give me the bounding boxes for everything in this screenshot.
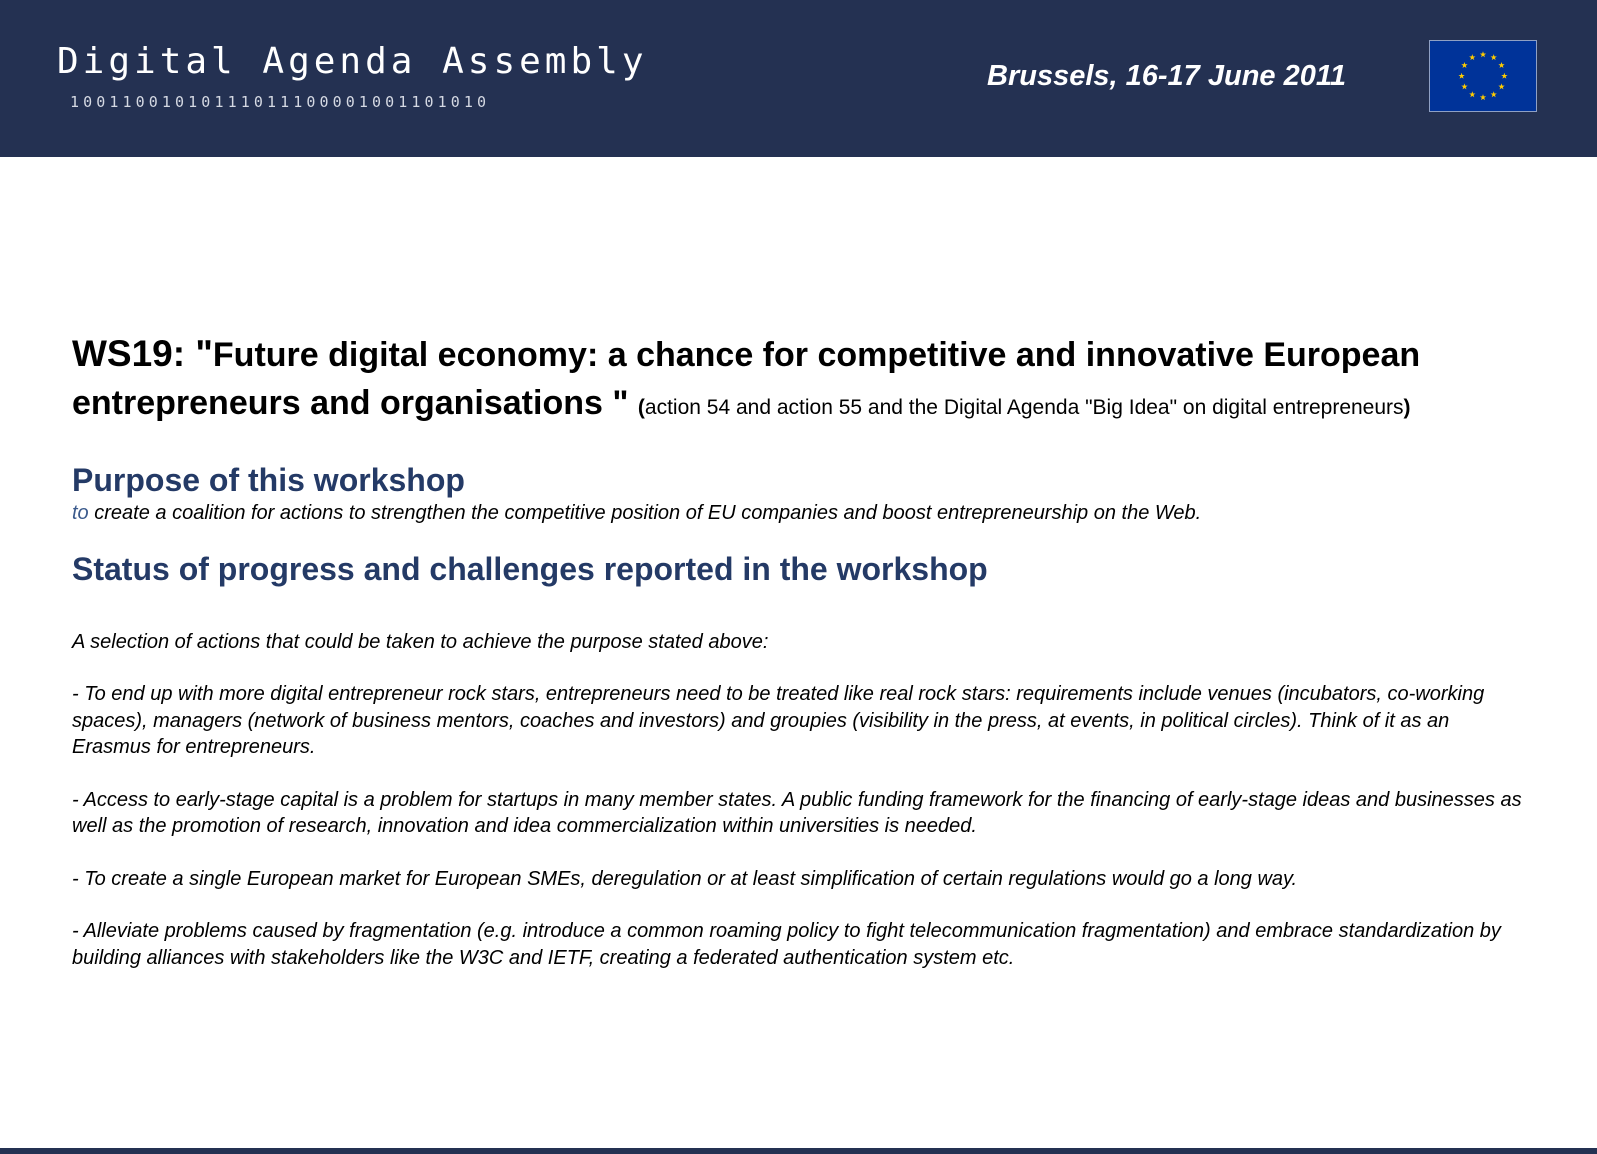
workshop-actions-note: (action 54 and action 55 and the Digital Agenda "Big Idea" on digital entrepreneurs) (637, 396, 1411, 419)
workshop-title (72, 330, 1532, 432)
flag-star-icon (1480, 51, 1486, 57)
action-item-early-capital: - Access to early-stage capital is a problem for startups in many member states. A public funding framework for the financing of early-stage ideas and businesses as well as the promotion of research, innovation and idea commercialization within universities is needed. (72, 788, 1522, 837)
flag-star-icon (1498, 62, 1504, 68)
workshop-code: WS19: " (72, 333, 213, 374)
event-place-date: Brussels, 16-17 June 2011 (987, 60, 1346, 92)
purpose-heading: Purpose of this workshop (72, 462, 465, 498)
flag-star-icon (1469, 54, 1475, 60)
action-item-single-market: - To create a single European market for European SMEs, deregulation or at least simplification of certain regulations would go a long way. (72, 867, 1298, 890)
flag-star-icon (1458, 73, 1464, 79)
footer-bar (0, 1148, 1597, 1154)
flag-star-icon (1491, 54, 1497, 60)
action-item-fragmentation: - Alleviate problems caused by fragmentation (e.g. introduce a common roaming policy to fight telecommunication fragmentation) and embrace standardization by building alliances with stakeholders like the W3C and IETF, creating a federated authentication system etc. (72, 920, 1501, 969)
purpose-text: to create a coalition for actions to strengthen the competitive position of EU companies and boost entrepreneurship on the Web. (72, 502, 1202, 524)
flag-star-icon (1461, 83, 1467, 89)
workshop-title-text: Future digital economy: a chance for competitive and innovative European entrepreneurs and organisations " (72, 336, 1421, 422)
header-banner (0, 0, 1597, 157)
brand-title: Digital Agenda Assembly (57, 41, 648, 82)
flag-star-icon (1480, 94, 1486, 100)
eu-flag-icon (1429, 40, 1537, 112)
status-heading: Status of progress and challenges reported in the workshop (72, 551, 988, 587)
flag-star-icon (1469, 91, 1475, 97)
flag-star-icon (1491, 91, 1497, 97)
flag-star-icon (1498, 83, 1504, 89)
actions-intro: A selection of actions that could be taken to achieve the purpose stated above: (72, 631, 769, 653)
eu-flag-stars (1430, 41, 1536, 111)
flag-star-icon (1461, 62, 1467, 68)
flag-star-icon (1501, 73, 1507, 79)
brand-binary-tagline: 10011001010111011100001001101010 (70, 93, 491, 111)
action-item-rock-stars: - To end up with more digital entrepreneur rock stars, entrepreneurs need to be treated like real rock stars: requirements include venues (incubators, co-working spaces), managers (network of business mentors, coaches and investors) and groupies (visibility in the press, at events, in political circles). Think of it as an Erasmus for entrepreneurs. (72, 683, 1485, 758)
main-content (72, 330, 1532, 971)
